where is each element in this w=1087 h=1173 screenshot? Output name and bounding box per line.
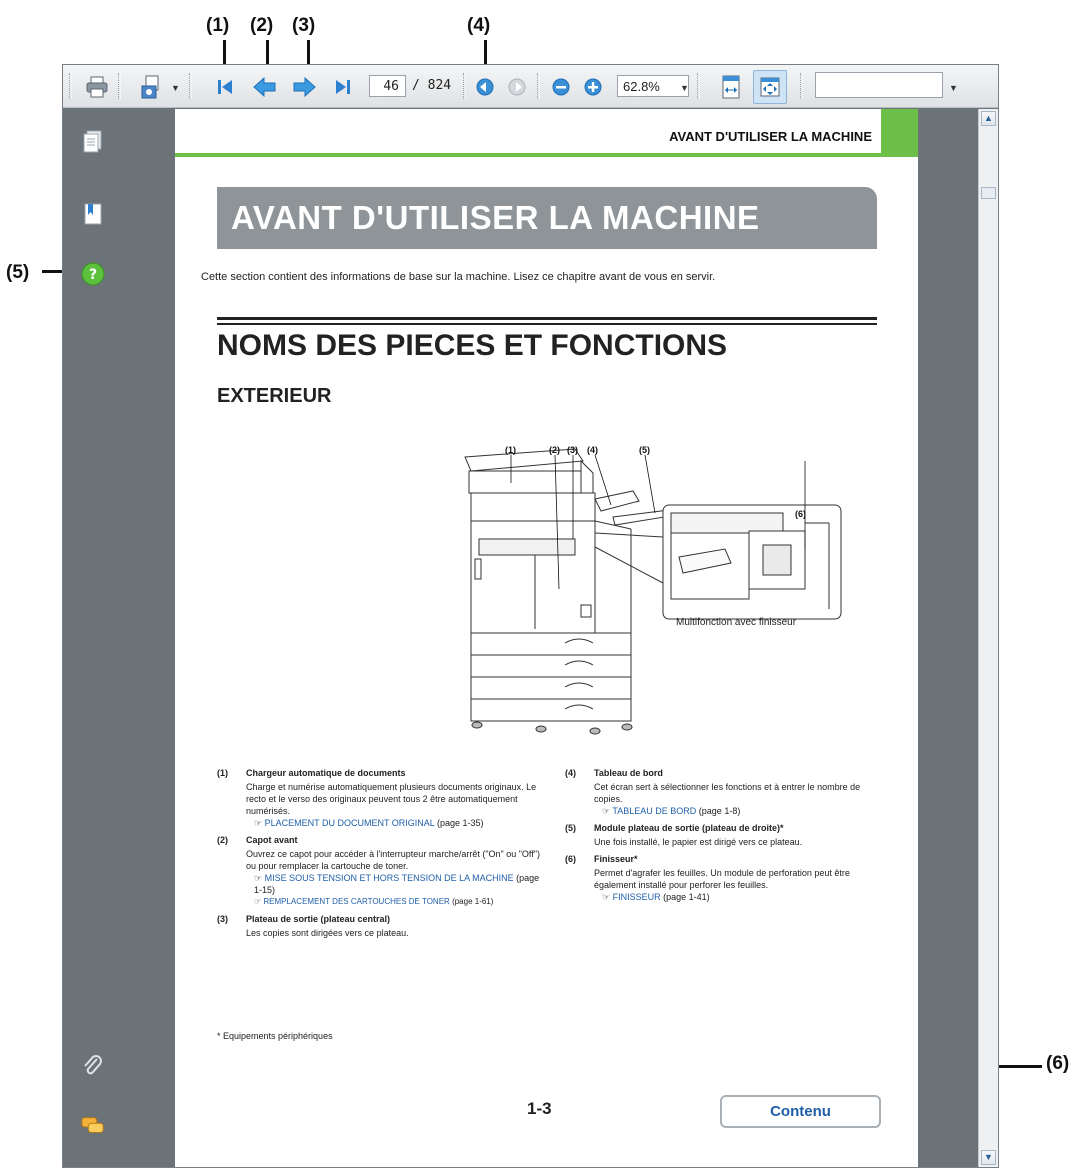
reference-page: (page 1-61) — [452, 897, 494, 906]
svg-text:?: ? — [88, 267, 98, 283]
item-number: (6) — [565, 854, 576, 864]
contents-button[interactable]: Contenu — [720, 1095, 881, 1128]
bookmarks-icon[interactable] — [81, 201, 105, 227]
toolbar-separator — [697, 73, 700, 99]
reference-page: (page 1-15) — [254, 873, 540, 895]
description-item — [217, 834, 547, 908]
item-body: Permet d'agrafer les feuilles. Un module de perforation peut être également installé pour perforer les feuilles. — [594, 868, 850, 890]
callout-4: (4) — [467, 15, 491, 36]
item-title: Capot avant — [246, 835, 298, 845]
item-reference — [594, 805, 877, 817]
item-reference — [246, 896, 547, 908]
descriptions-left — [217, 767, 547, 944]
reference-link[interactable]: TABLEAU DE BORD — [612, 806, 697, 816]
pdf-viewer — [62, 64, 999, 1168]
comments-icon[interactable] — [81, 1113, 105, 1139]
description-item — [565, 853, 877, 903]
item-number: (2) — [217, 835, 228, 845]
zoom-out-icon[interactable] — [547, 73, 575, 101]
reference-page: (page 1-41) — [663, 892, 710, 902]
callout-5: (5) — [6, 262, 30, 283]
description-item — [565, 767, 877, 817]
figure-label-2: (2) — [549, 445, 560, 455]
intro-text: Cette section contient des informations de base sur la machine. Lisez ce chapitre avant de vous en servir. — [201, 271, 716, 283]
page-number: 1-3 — [527, 1099, 552, 1118]
item-reference — [246, 817, 547, 829]
printer-illustration — [445, 439, 865, 759]
reference-link[interactable]: REMPLACEMENT DES CARTOUCHES DE TONER — [263, 897, 450, 906]
item-number: (3) — [217, 914, 228, 924]
scroll-up-arrow[interactable]: ▲ — [981, 111, 996, 126]
attachment-icon[interactable] — [81, 1053, 105, 1079]
reference-icon: ☞ — [254, 897, 262, 906]
toolbar-separator — [537, 73, 540, 99]
item-title: Module plateau de sortie (plateau de droite)* — [594, 823, 784, 833]
item-number: (4) — [565, 768, 576, 778]
reference-icon: ☞ — [602, 806, 611, 816]
toolbar-grip — [69, 73, 72, 99]
reference-link[interactable]: PLACEMENT DU DOCUMENT ORIGINAL — [264, 818, 435, 828]
figure-label-5: (5) — [639, 445, 650, 455]
figure-label-3: (3) — [567, 445, 578, 455]
forward-view-icon[interactable] — [503, 73, 531, 101]
section-rule-top — [217, 317, 877, 320]
item-title: Tableau de bord — [594, 768, 663, 778]
fit-width-icon[interactable] — [717, 73, 745, 101]
toolbar-separator — [800, 73, 803, 99]
item-body: Une fois installé, le papier est dirigé vers ce plateau. — [594, 837, 803, 847]
reference-page: (page 1-8) — [698, 806, 741, 816]
callout-1: (1) — [206, 15, 230, 36]
item-title: Plateau de sortie (plateau central) — [246, 914, 391, 924]
description-item — [217, 913, 547, 939]
item-body: Charge et numérise automatiquement plusieurs documents originaux. Le recto et le verso des originaux peuvent tous 2 être automatiquement numérisés. — [246, 782, 537, 816]
scroll-thumb[interactable] — [981, 187, 996, 199]
zoom-in-icon[interactable] — [579, 73, 607, 101]
item-title: Finisseur* — [594, 854, 638, 864]
export-dropdown-arrow[interactable]: ▼ — [171, 83, 180, 93]
footnote: * Equipements périphériques — [217, 1031, 333, 1041]
descriptions-right — [565, 767, 877, 908]
item-body: Ouvrez ce capot pour accéder à l'interrupteur marche/arrêt ("On" ou "Off") ou pour remplacer la cartouche de toner. — [246, 849, 540, 871]
figure-label-4: (4) — [587, 445, 598, 455]
item-body: Les copies sont dirigées vers ce plateau. — [246, 928, 409, 938]
next-page-icon[interactable] — [290, 73, 318, 101]
chapter-title: AVANT D'UTILISER LA MACHINE — [231, 199, 760, 236]
figure-label-1: (1) — [505, 445, 516, 455]
item-number: (1) — [217, 768, 228, 778]
print-icon[interactable] — [83, 73, 111, 101]
description-item — [217, 767, 547, 829]
figure-caption: Multifonction avec finisseur — [676, 617, 797, 628]
zoom-dropdown-arrow[interactable]: ▼ — [680, 83, 689, 93]
callout-6: (6) — [1046, 1053, 1070, 1074]
reference-icon: ☞ — [254, 818, 263, 828]
chapter-title-box — [217, 187, 877, 249]
search-dropdown-arrow[interactable]: ▼ — [949, 83, 958, 93]
page-total-label: / 824 — [412, 78, 452, 93]
reference-page: (page 1-35) — [436, 818, 484, 828]
help-icon[interactable] — [81, 261, 105, 287]
navigation-pane — [63, 109, 175, 1167]
figure-label-6: (6) — [795, 509, 806, 519]
reference-icon: ☞ — [254, 873, 263, 883]
first-page-icon[interactable] — [211, 73, 239, 101]
zoom-value: 62.8% — [623, 79, 660, 94]
running-header: AVANT D'UTILISER LA MACHINE — [669, 129, 872, 144]
item-body: Cet écran sert à sélectionner les fonctions et à entrer le nombre de copies. — [594, 782, 861, 804]
previous-page-icon[interactable] — [251, 73, 279, 101]
back-view-icon[interactable] — [471, 73, 499, 101]
reference-icon: ☞ — [602, 892, 611, 902]
viewer-toolbar — [63, 65, 998, 108]
item-title: Chargeur automatique de documents — [246, 768, 406, 778]
header-accent-rule — [175, 153, 881, 157]
zoom-select[interactable] — [617, 75, 689, 97]
fit-page-icon[interactable] — [753, 70, 787, 104]
toolbar-separator — [463, 73, 466, 99]
header-accent-tab — [881, 109, 918, 157]
callout-3: (3) — [292, 15, 316, 36]
pages-icon[interactable] — [81, 129, 105, 155]
toolbar-separator — [118, 73, 121, 99]
item-reference — [246, 872, 547, 896]
description-item — [565, 822, 877, 848]
export-icon[interactable] — [139, 73, 167, 101]
callout-2: (2) — [250, 15, 274, 36]
toolbar-separator — [189, 73, 192, 99]
vertical-scrollbar[interactable] — [978, 109, 998, 1167]
scroll-down-arrow[interactable]: ▼ — [981, 1150, 996, 1165]
item-number: (5) — [565, 823, 576, 833]
page-number-input[interactable]: 46 — [369, 75, 406, 97]
last-page-icon[interactable] — [329, 73, 357, 101]
reference-link[interactable]: MISE SOUS TENSION ET HORS TENSION DE LA MACHINE — [264, 873, 514, 883]
section-rule-bottom — [217, 323, 877, 325]
document-page — [175, 109, 918, 1167]
subsection-heading: EXTERIEUR — [217, 385, 332, 407]
item-reference — [594, 891, 877, 903]
search-input[interactable] — [815, 72, 943, 98]
reference-link[interactable]: FINISSEUR — [612, 892, 661, 902]
section-heading: NOMS DES PIECES ET FONCTIONS — [217, 329, 728, 362]
